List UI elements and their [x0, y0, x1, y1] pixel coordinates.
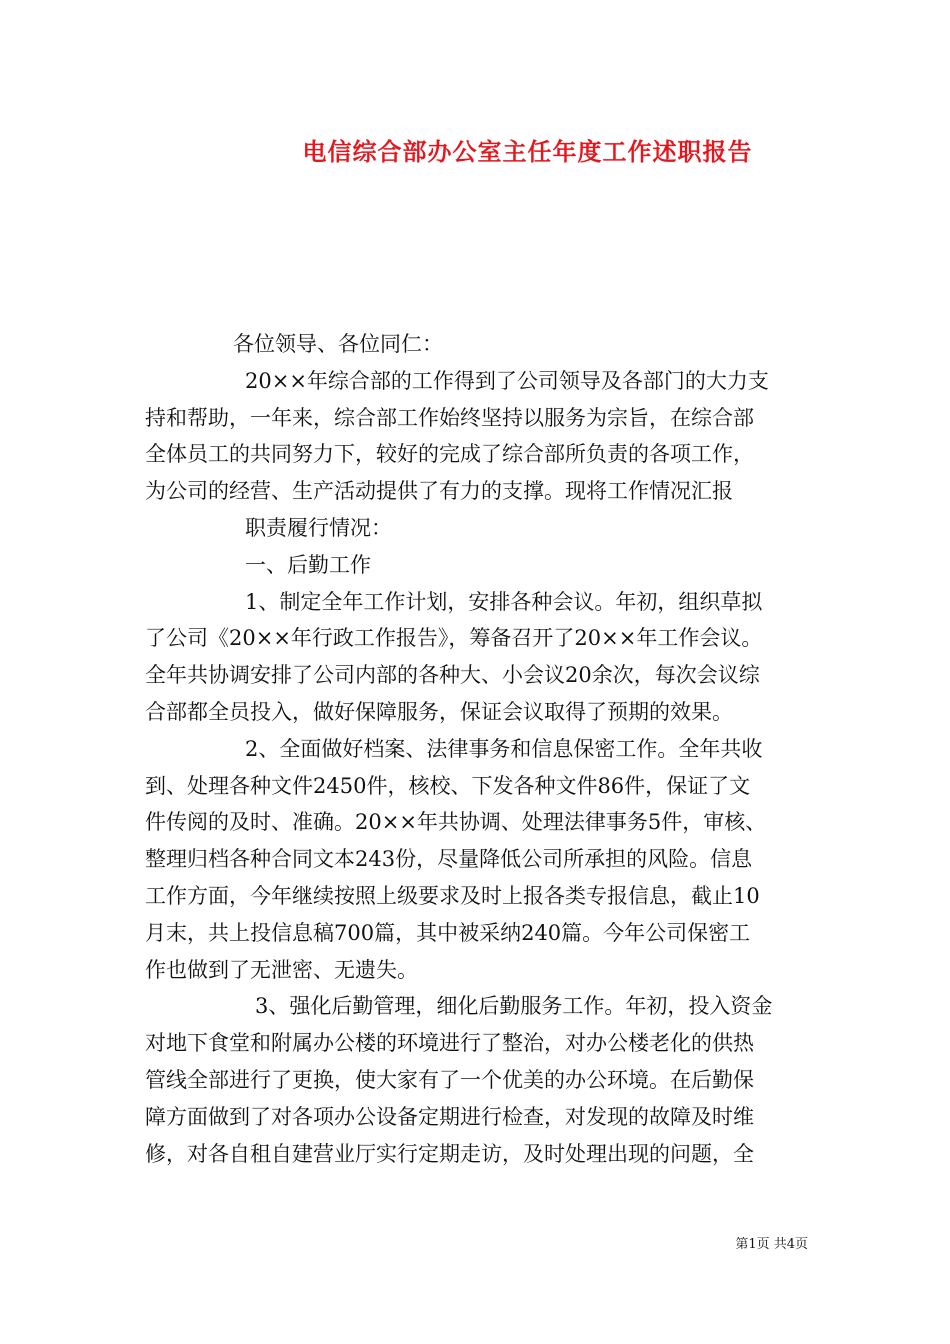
paragraph-line: 管线全部进行了更换，使大家有了一个优美的办公环境。在后勤保	[145, 1067, 754, 1092]
paragraph-line: 到、处理各种文件2450件，核校、下发各种文件86件，保证了文	[145, 773, 751, 798]
document-body	[145, 326, 825, 1172]
paragraph-line: 持和帮助，一年来，综合部工作始终坚持以服务为宗旨，在综合部	[145, 405, 754, 430]
paragraph-line: 工作方面，今年继续按照上级要求及时上报各类专报信息，截止10	[145, 883, 760, 908]
section-heading: 职责履行情况：	[245, 515, 392, 540]
paragraph-line: 为公司的经营、生产活动提供了有力的支撑。现将工作情况汇报	[145, 479, 733, 504]
paragraph-line: 整理归档各种合同文本243份，尽量降低公司所承担的风险。信息	[145, 847, 753, 872]
paragraph-line: 月末，共上投信息稿700篇，其中被采纳240篇。今年公司保密工	[145, 920, 751, 945]
paragraph-line: 2、全面做好档案、法律事务和信息保密工作。全年共收	[245, 736, 763, 761]
paragraph-line: 作也做到了无泄密、无遗失。	[145, 957, 418, 982]
salutation-line: 各位领导、各位同仁：	[233, 332, 443, 356]
paragraph-line: 合部都全员投入，做好保障服务，保证会议取得了预期的效果。	[145, 699, 733, 724]
paragraph-line: 全年共协调安排了公司内部的各种大、小会议20余次，每次会议综	[145, 663, 760, 688]
paragraph-line: 1、制定全年工作计划，安排各种会议。年初，组织草拟	[245, 589, 763, 614]
paragraph-line: 障方面做到了对各项办公设备定期进行检查，对发现的故障及时维	[145, 1104, 754, 1129]
paragraph-line: 件传阅的及时、准确。20××年共协调、处理法律事务5件，审核、	[145, 810, 767, 835]
page-number: 第1页 共4页	[735, 1237, 808, 1252]
paragraph-line: 3、强化后勤管理，细化后勤服务工作。年初，投入资金	[255, 994, 773, 1019]
paragraph-line: 对地下食堂和附属办公楼的环境进行了整治，对办公楼老化的供热	[145, 1031, 754, 1056]
paragraph-line: 了公司《20××年行政工作报告》，筹备召开了20××年工作会议。	[145, 626, 763, 651]
document-title: 电信综合部办公室主任年度工作述职报告	[302, 137, 753, 166]
paragraph-line: 20××年综合部的工作得到了公司领导及各部门的大力支	[245, 368, 769, 393]
paragraph-line: 全体员工的共同努力下，较好的完成了综合部所负责的各项工作，	[145, 442, 754, 467]
section-heading: 一、后勤工作	[245, 552, 371, 577]
paragraph-line: 修，对各自租自建营业厅实行定期走访，及时处理出现的问题，全	[145, 1141, 754, 1166]
